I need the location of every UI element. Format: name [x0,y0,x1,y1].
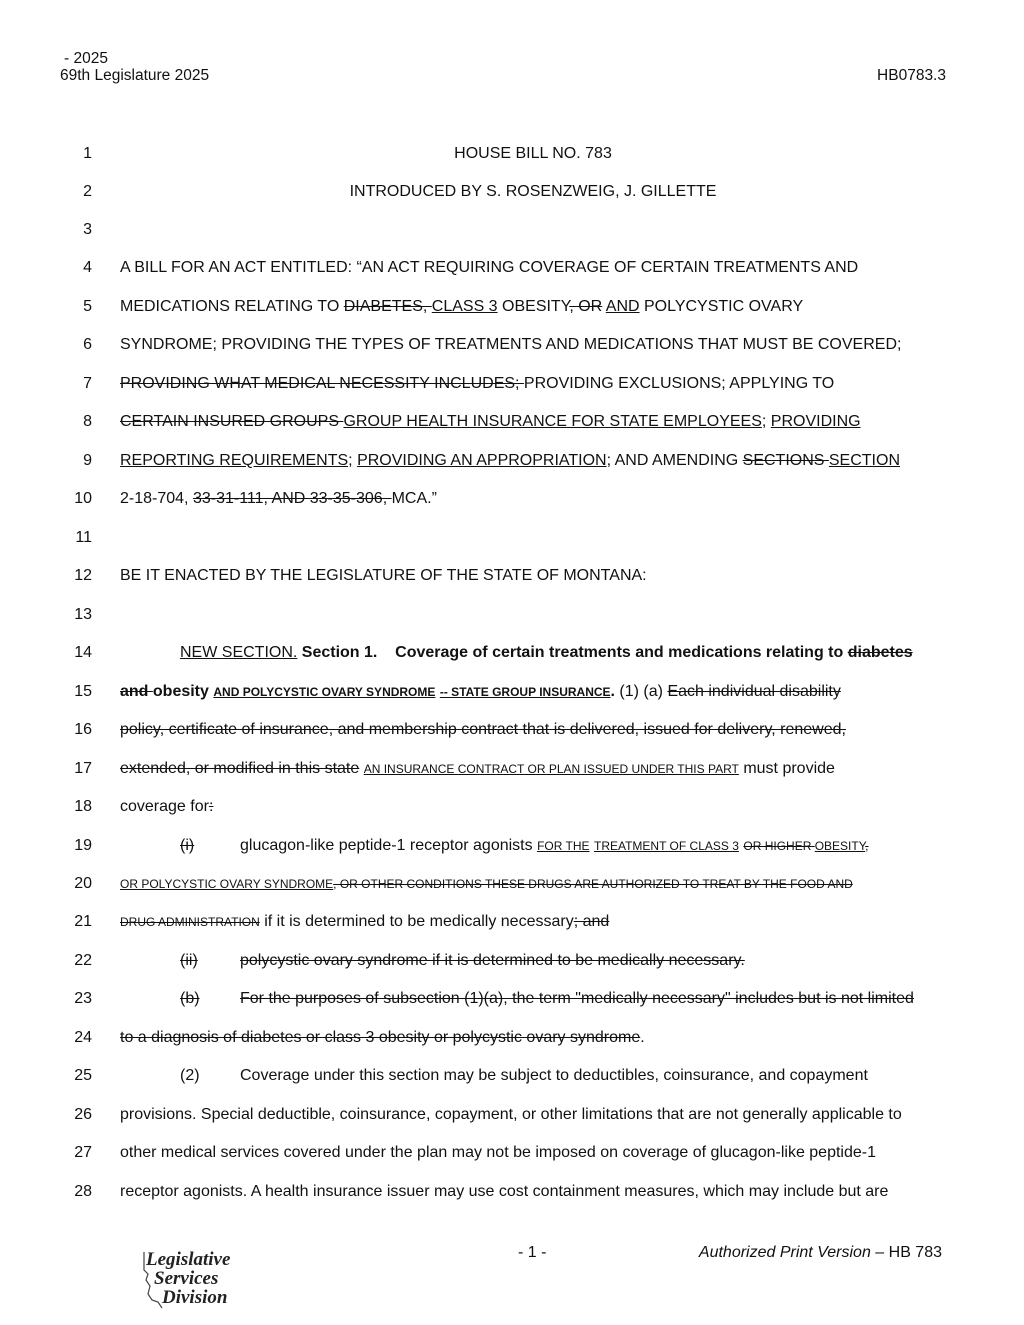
inserted-text: CLASS 3 [431,298,498,315]
text-run: AND AMENDING [611,452,743,469]
line-number: 19 [74,837,92,854]
text-run: MEDICATIONS RELATING TO [120,298,344,315]
bill-sponsors: INTRODUCED BY S. ROSENZWEIG, J. GILLETTE [349,183,717,200]
section-title: Coverage of certain treatments and medications relating to [395,644,848,661]
struck-text: CERTAIN INSURED GROUPS [120,413,344,430]
line-number: 1 [83,145,92,162]
bill-line [0,987,1024,1011]
inserted-text: AN INSURANCE CONTRACT OR PLAN ISSUED UNDER THIS PART [363,762,739,776]
text-run: 2-18-704, [120,490,193,507]
line-text: SYNDROME; PROVIDING THE TYPES OF TREATMENTS AND MEDICATIONS THAT MUST BE COVERED; [120,336,902,353]
line-text [120,680,946,704]
struck-text: and [120,683,153,700]
line-text: receptor agonists. A health insurance issuer may use cost containment measures, which may include but are [120,1183,889,1200]
page-number: - 1 - [518,1244,547,1261]
struck-text: extended, or modified in this state [120,760,360,777]
text-run: . [610,683,615,700]
inserted-text: FOR THE [537,839,590,853]
line-number: 28 [74,1183,92,1200]
bill-line [0,526,1024,550]
line-number: 3 [83,221,92,238]
line-text [180,949,946,973]
line-number: 21 [74,913,92,930]
bill-line [0,1180,1024,1204]
bill-title: HOUSE BILL NO. 783 [454,145,612,162]
bill-line [0,449,1024,473]
section-title: obesity [152,683,214,700]
inserted-text: PROVIDING [770,413,861,430]
bill-line [0,256,1024,280]
line-text [120,487,946,511]
text-run: OBESITY [497,298,570,315]
header-year: - 2025 [64,50,108,67]
bill-line [0,757,1024,781]
authorized-print-version [699,1244,942,1262]
text-run: MCA.” [391,490,437,507]
text-run: coverage for [120,798,209,815]
bill-line [0,1064,1024,1088]
bill-line [0,834,1024,858]
inserted-text: OR POLYCYSTIC OVARY SYNDROME [120,877,334,891]
bill-line [0,333,1024,357]
bill-line [0,410,1024,434]
bill-line [0,680,1024,704]
struck-text: to a diagnosis of diabetes or class 3 obesity or polycystic ovary syndrome [120,1029,641,1046]
line-number: 14 [74,644,92,661]
inserted-text: NEW SECTION. [180,644,298,661]
inserted-text: PROVIDING AN APPROPRIATION; [357,452,612,469]
line-number: 11 [75,529,92,546]
struck-text: (i) [180,837,195,854]
bill-line [0,795,1024,819]
line-text: other medical services covered under the plan may not be imposed on coverage of glucagon-like peptide-1 [120,1144,876,1161]
bill-line [0,1141,1024,1165]
line-number: 17 [74,760,92,777]
line-number: 10 [74,490,92,507]
line-text: A BILL FOR AN ACT ENTITLED: “AN ACT REQUIRING COVERAGE OF CERTAIN TREATMENTS AND [120,259,859,276]
text-run: if it is determined to be medically necessary [259,913,574,930]
text-run: ; [761,413,771,430]
logo-text-services: Services [154,1268,219,1289]
legislative-services-logo [138,1248,248,1310]
text-run: Coverage under this section may be subject to deductibles, coinsurance, and copayment [240,1067,868,1084]
struck-text: diabetes [847,644,913,661]
line-text: provisions. Special deductible, coinsurance, copayment, or other limitations that are not generally applicable to [120,1106,902,1123]
bill-line [0,1026,1024,1050]
line-number: 13 [74,606,92,623]
line-number: 25 [74,1067,92,1084]
bill-line [0,487,1024,511]
bill-line [0,564,1024,588]
line-text [120,449,946,473]
subsection-label: (2) [180,1067,200,1084]
text-run: . [640,1029,645,1046]
bill-line [0,641,1024,665]
line-text [120,410,946,434]
line-number: 9 [83,452,92,469]
struck-text: , [865,839,869,853]
line-text [180,987,946,1011]
authorized-label: Authorized Print Version [698,1244,871,1261]
struck-text: 33-31-111, AND 33-35-306, [192,490,392,507]
line-text [120,872,946,896]
struck-text: SECTIONS [742,452,829,469]
struck-text: PROVIDING WHAT MEDICAL NECESSITY INCLUDES; [120,375,524,392]
struck-text: (b) [180,990,200,1007]
inserted-text: AND [605,298,640,315]
line-text [180,834,946,858]
line-text [120,295,946,319]
bill-line [0,218,1024,242]
bill-line [0,1103,1024,1127]
line-text [120,372,946,396]
logo-text-legislative: Legislative [146,1249,231,1270]
line-number: 8 [83,413,92,430]
text-run: (1) (a) [614,683,668,700]
struck-text: , OR OTHER CONDITIONS THESE DRUGS ARE AUTHORIZED TO TREAT BY THE FOOD AND [333,877,853,891]
bill-line [0,603,1024,627]
line-number: 26 [74,1106,92,1123]
line-number: 5 [83,298,92,315]
section-number: Section 1. [297,644,378,661]
struck-text: Each individual disability [667,683,841,700]
struck-text: ; and [573,913,610,930]
bill-line [0,949,1024,973]
line-text [120,795,946,819]
line-number: 22 [74,952,92,969]
line-number: 12 [74,567,92,584]
logo-text-division: Division [162,1287,228,1308]
line-text [180,1064,946,1088]
struck-text: For the purposes of subsection (1)(a), the term "medically necessary" includes but is not limited [240,990,914,1007]
struck-text: DIABETES, [343,298,432,315]
text-run: must provide [738,760,835,777]
line-text [120,718,946,742]
bill-line [0,910,1024,934]
line-number: 24 [74,1029,92,1046]
inserted-text: TREATMENT OF CLASS 3 [593,839,739,853]
bill-line [0,872,1024,896]
bill-line [0,295,1024,319]
line-number: 2 [83,183,92,200]
bill-line [0,180,1024,204]
inserted-text: AND POLYCYSTIC OVARY SYNDROME [213,685,436,699]
enacting-clause: BE IT ENACTED BY THE LEGISLATURE OF THE STATE OF MONTANA: [120,567,647,584]
line-text [120,910,946,934]
struck-text: policy, certificate of insurance, and membership contract that is delivered, issued for delivery, renewed, [120,721,846,738]
authorized-suffix: – HB 783 [870,1244,942,1261]
inserted-text: SECTION [828,452,900,469]
text-run: POLYCYSTIC OVARY [639,298,804,315]
inserted-text: GROUP HEALTH INSURANCE FOR STATE EMPLOYEES [343,413,762,430]
bill-line [0,718,1024,742]
inserted-text: REPORTING REQUIREMENTS; [120,452,353,469]
line-number: 20 [74,875,92,892]
inserted-text: OBESITY [814,839,866,853]
struck-text: : [208,798,214,815]
line-number: 15 [74,683,92,700]
line-number: 4 [83,259,92,276]
line-text [120,757,946,781]
text-run: glucagon-like peptide-1 receptor agonists [240,837,538,854]
line-number: 16 [74,721,92,738]
struck-text: polycystic ovary syndrome if it is determined to be medically necessary. [240,952,745,969]
inserted-text: -- STATE GROUP INSURANCE [439,685,611,699]
section-heading [180,641,946,665]
header-bill-code: HB0783.3 [877,67,946,84]
line-number: 18 [74,798,92,815]
line-number: 7 [83,375,92,392]
line-text [120,1026,946,1050]
struck-text: DRUG ADMINISTRATION [120,915,260,929]
text-run: PROVIDING EXCLUSIONS; APPLYING TO [523,375,835,392]
header-legislature: 69th Legislature 2025 [60,67,210,84]
line-number: 27 [74,1144,92,1161]
struck-text: , OR [569,298,603,315]
bill-line [0,142,1024,166]
line-number: 6 [83,336,92,353]
struck-text: OR HIGHER [743,839,815,853]
struck-text: (ii) [180,952,198,969]
bill-line [0,372,1024,396]
line-number: 23 [74,990,92,1007]
